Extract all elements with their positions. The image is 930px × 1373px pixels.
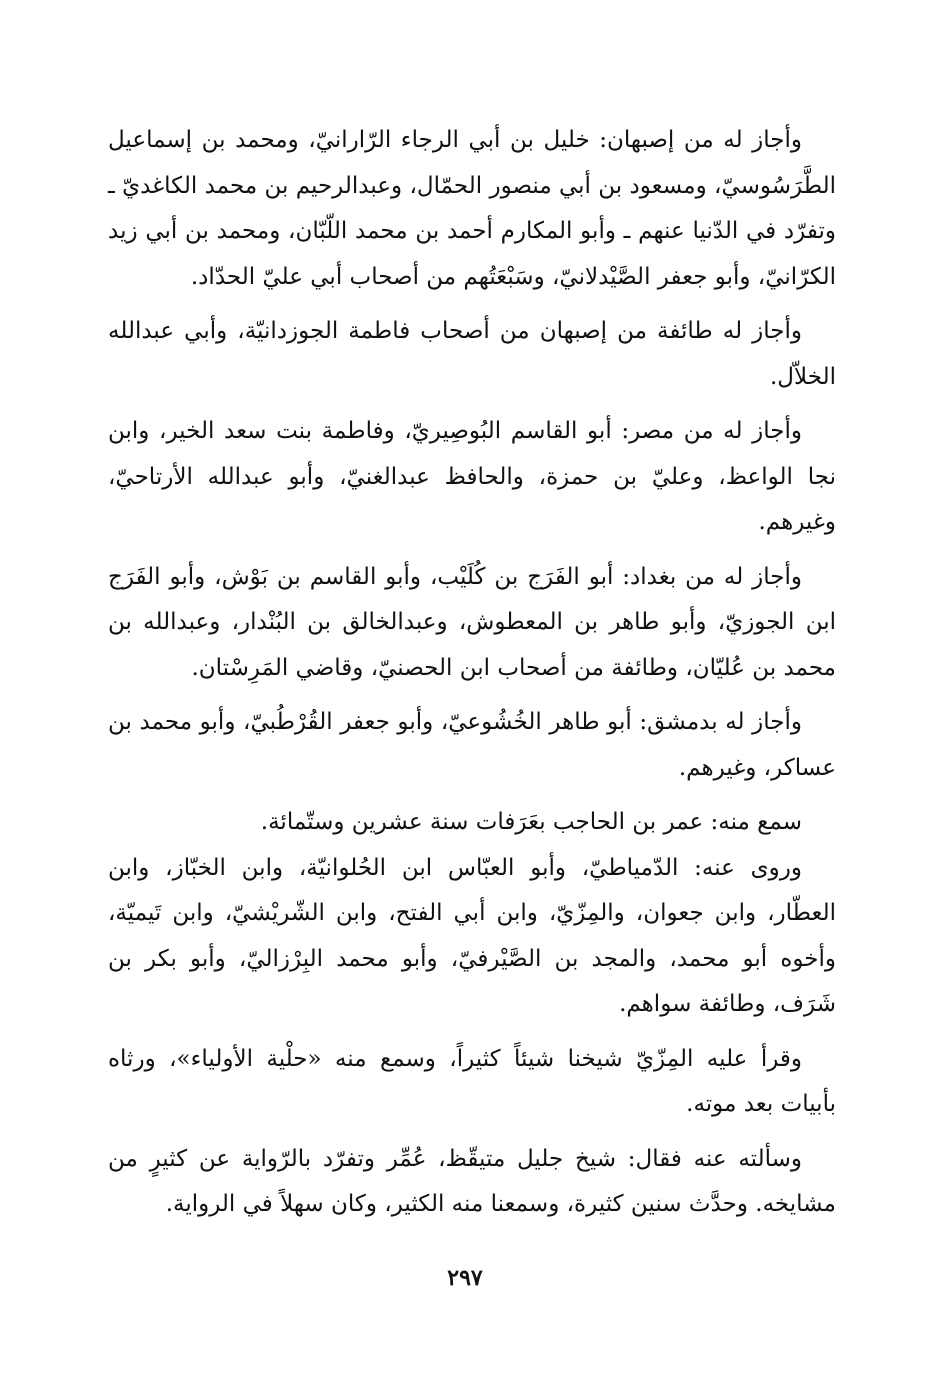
main-text xyxy=(108,118,836,1228)
paragraph-baghdad-licenses: وأجاز له من بغداد: أبو الفَرَج بن كُلَيْب، وأبو القاسم بن بَوْش، وأبو الفَرَج ابن الجوزيّ، وأبو طاهر بن المعطوش، وعبدالخالق بن البُنْدار، وعبدالله بن محمد بن عُليّان، وطائفة من أصحاب ابن الحصنيّ، وقاضي المَرِسْتان. xyxy=(108,563,836,681)
page-number: ٢٩٧ xyxy=(447,1265,483,1291)
paragraph-isfahan-licenses: وأجاز له من إصبهان: خليل بن أبي الرجاء الرّارانيّ، ومحمد بن إسماعيل الطَّرَسُوسيّ، ومسعود بن أبي منصور الحمّال، وعبدالرحيم بن محمد الكاغديّ ـ وتفرّد في الدّنيا عنهم ـ وأبو المكارم أحمد بن محمد اللّبّان، ومحمد بن أبي زيد الكرّانيّ، وأبو جعفر الصَّيْدلانيّ، وسَبْعَتُهم من أصحاب أبي عليّ الحدّاد. xyxy=(108,127,836,290)
paragraph-egypt-licenses: وأجاز له من مصر: أبو القاسم البُوصِيريّ، وفاطمة بنت سعد الخير، وابن نجا الواعظ، وعليّ بن حمزة، والحافظ عبدالغنيّ، وأبو عبدالله الأرتاحيّ، وغيرهم. xyxy=(108,418,836,535)
paragraph-mizzi-reading: وقرأ عليه المِزّيّ شيخنا شيئاً كثيراً، وسمع منه «حلْية الأولياء»، ورثاه بأبيات بعد موته. xyxy=(108,1045,836,1117)
paragraph-damascus-licenses: وأجاز له بدمشق: أبو طاهر الخُشُوعيّ، وأبو جعفر القُرْطُبيّ، وأبو محمد بن عساكر، وغيرهم. xyxy=(108,709,836,781)
paragraph-heard-from-him: سمع منه: عمر بن الحاجب بعَرَفات سنة عشرين وستّمائة. xyxy=(260,809,802,835)
paragraph-isfahan-group: وأجاز له طائفة من إصبهان من أصحاب فاطمة الجوزدانيّة، وأبي عبدالله الخلاّل. xyxy=(108,318,836,390)
paragraph-assessment: وسألته عنه فقال: شيخ جليل متيقّظ، عُمِّر وتفرّد بالرّواية عن كثيرٍ من مشايخه. وحدَّث سنين كثيرة، وسمعنا منه الكثير، وكان سهلاً في الرواية. xyxy=(108,1145,836,1217)
paragraph-narrated-from-him: وروى عنه: الدّمياطيّ، وأبو العبّاس ابن الحُلوانيّة، وابن الخبّاز، وابن العطّار، وابن جعوان، والمِزّيّ، وابن أبي الفتح، وابن الشّريْشيّ، وابن تَيميّة، وأخوه أبو محمد، والمجد بن الصَّيْرفيّ، وأبو محمد البِرْزاليّ، وأبو بكر بن شَرَف، وطائفة سواهم. xyxy=(108,854,836,1017)
